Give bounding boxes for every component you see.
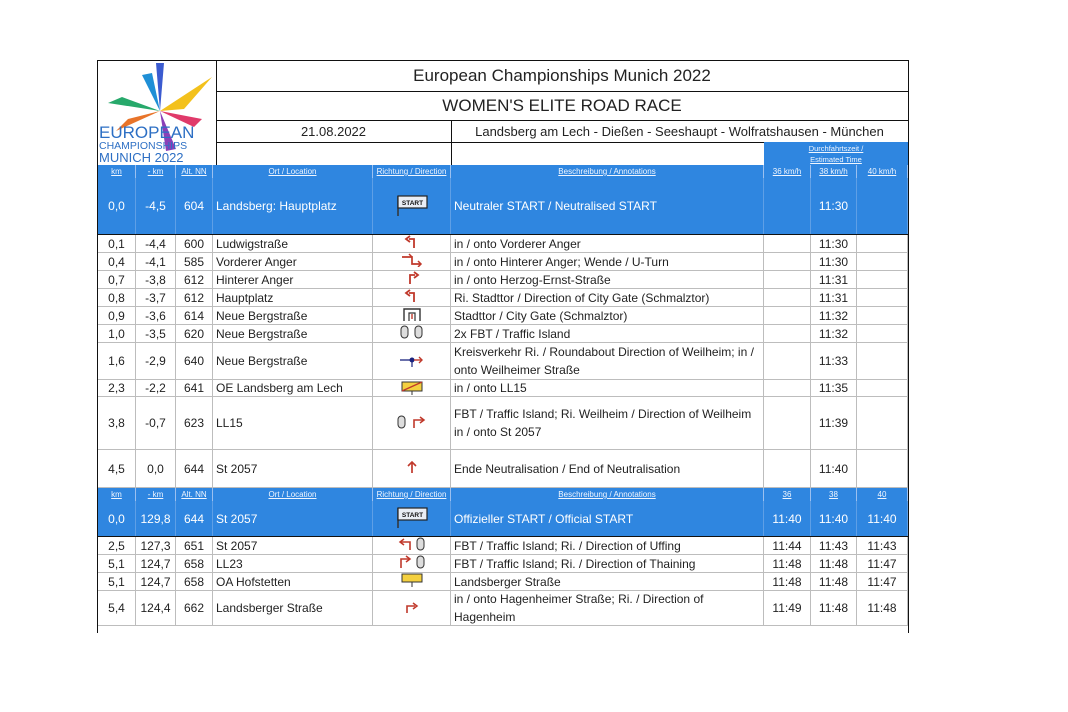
- cell-loc: LL23: [213, 555, 373, 572]
- column-header-desc: Beschreibung / Annotations: [451, 488, 764, 501]
- table-row: [98, 307, 908, 325]
- city-gate-icon: [401, 307, 423, 324]
- cell-alt: 604: [176, 178, 213, 234]
- cell-loc: St 2057: [213, 501, 373, 536]
- table-row: [98, 343, 908, 380]
- cell-t38: 11:30: [811, 253, 857, 270]
- cell-t40: [857, 289, 908, 306]
- cell-t38: 11:48: [811, 555, 857, 572]
- direction-cell: [373, 307, 451, 324]
- cell-t36: [764, 343, 811, 379]
- cell-km: 0,7: [98, 271, 136, 288]
- direction-cell: [373, 271, 451, 288]
- cell-t36: [764, 235, 811, 252]
- cell-loc: St 2057: [213, 537, 373, 554]
- cell-desc: FBT / Traffic Island; Ri. / Direction of Thaining: [451, 555, 764, 572]
- cell-desc: Kreisverkehr Ri. / Roundabout Direction of Weilheim; in / onto Weilheimer Straße: [451, 343, 764, 379]
- table-row: [98, 591, 908, 626]
- roundabout-icon: [398, 352, 426, 371]
- direction-cell: [373, 253, 451, 270]
- cell-t40: [857, 325, 908, 342]
- bear-right-icon: [403, 600, 421, 617]
- table-row: [98, 325, 908, 343]
- direction-cell: [373, 343, 451, 379]
- cell-t36: 11:48: [764, 555, 811, 572]
- cell-km: 0,0: [98, 501, 136, 536]
- cell-loc: Ludwigstraße: [213, 235, 373, 252]
- column-header-rkm: - km: [136, 488, 176, 501]
- cell-t40: [857, 397, 908, 449]
- cell-t40: [857, 235, 908, 252]
- cell-t40: [857, 343, 908, 379]
- cell-desc: in / onto LL15: [451, 380, 764, 396]
- column-header-alt: Alt. NN: [176, 165, 213, 178]
- cell-rkm: 124,4: [136, 591, 176, 625]
- cell-rkm: -2,2: [136, 380, 176, 396]
- cell-alt: 623: [176, 397, 213, 449]
- cell-t36: [764, 178, 811, 234]
- start-sign-icon: [396, 506, 428, 531]
- cell-rkm: -3,7: [136, 289, 176, 306]
- cell-desc: Offizieller START / Official START: [451, 501, 764, 536]
- cell-alt: 658: [176, 555, 213, 572]
- european-championships-logo: [98, 61, 216, 167]
- cell-t40: [857, 178, 908, 234]
- cell-t36: [764, 307, 811, 324]
- direction-cell: [373, 555, 451, 572]
- column-header-row: [98, 165, 908, 178]
- direction-cell: [373, 289, 451, 306]
- direction-cell: [373, 537, 451, 554]
- turn-right-icon: [404, 271, 420, 288]
- cell-t38: 11:31: [811, 271, 857, 288]
- cell-t38: 11:30: [811, 178, 857, 234]
- cell-rkm: -4,4: [136, 235, 176, 252]
- cell-desc: in / onto Vorderer Anger: [451, 235, 764, 252]
- cell-desc: Stadttor / City Gate (Schmalztor): [451, 307, 764, 324]
- column-header-dir: Richtung / Direction: [373, 488, 451, 501]
- column-header-loc: Ort / Location: [213, 165, 373, 178]
- cell-t40: [857, 380, 908, 396]
- page-subtitle: WOMEN'S ELITE ROAD RACE: [442, 95, 682, 115]
- cell-rkm: 124,7: [136, 573, 176, 590]
- cell-desc: FBT / Traffic Island; Ri. Weilheim / Direction of Weilheim in / onto St 2057: [451, 397, 764, 449]
- cell-t36: [764, 325, 811, 342]
- direction-cell: [373, 380, 451, 396]
- table-row: [98, 450, 908, 488]
- column-header-t38: 38 km/h: [811, 165, 857, 178]
- column-header-km: km: [98, 488, 136, 501]
- cell-t38: 11:32: [811, 307, 857, 324]
- cell-alt: 600: [176, 235, 213, 252]
- column-header-alt: Alt. NN: [176, 488, 213, 501]
- column-header-desc: Beschreibung / Annotations: [451, 165, 764, 178]
- u-turn-icon: [399, 253, 425, 270]
- cell-t38: 11:33: [811, 343, 857, 379]
- cell-t38: 11:32: [811, 325, 857, 342]
- cell-alt: 644: [176, 450, 213, 487]
- table-row: [98, 573, 908, 591]
- cell-km: 0,1: [98, 235, 136, 252]
- table-row: [98, 555, 908, 573]
- table-row: [98, 537, 908, 555]
- race-route: Landsberg am Lech - Dießen - Seeshaupt - Wolfratshausen - München: [475, 123, 884, 139]
- cell-km: 1,6: [98, 343, 136, 379]
- island-right-turn-icon: [395, 414, 429, 433]
- town-entry-sign-icon: [400, 573, 424, 590]
- svg-text:MUNICH 2022: MUNICH 2022: [99, 150, 184, 165]
- cell-km: 2,5: [98, 537, 136, 554]
- cell-alt: 620: [176, 325, 213, 342]
- cell-km: 2,3: [98, 380, 136, 396]
- cell-t38: 11:40: [811, 450, 857, 487]
- cell-alt: 651: [176, 537, 213, 554]
- cell-rkm: -2,9: [136, 343, 176, 379]
- cell-km: 0,0: [98, 178, 136, 234]
- turn-left-icon: [404, 289, 420, 306]
- route-sheet: [97, 60, 909, 633]
- cell-t38: 11:43: [811, 537, 857, 554]
- turn-left-icon: [404, 235, 420, 252]
- start-sign-icon: [396, 194, 428, 219]
- column-header-km: km: [98, 165, 136, 178]
- svg-text:EUROPEAN: EUROPEAN: [99, 123, 195, 142]
- column-header-t38: 38: [811, 488, 857, 501]
- cell-t38: 11:40: [811, 501, 857, 536]
- straight-arrow-icon: [405, 460, 419, 477]
- cell-desc: Ri. Stadttor / Direction of City Gate (Schmalztor): [451, 289, 764, 306]
- cell-t40: 11:43: [857, 537, 908, 554]
- cell-km: 0,9: [98, 307, 136, 324]
- cell-rkm: -4,5: [136, 178, 176, 234]
- cell-t36: [764, 253, 811, 270]
- cell-desc: Landsberger Straße: [451, 573, 764, 590]
- cell-t38: 11:48: [811, 573, 857, 590]
- estimated-time-header: Durchfahrtszeit / Estimated Time: [764, 142, 908, 165]
- cell-loc: Neue Bergstraße: [213, 325, 373, 342]
- cell-alt: 662: [176, 591, 213, 625]
- cell-t36: [764, 380, 811, 396]
- cell-t40: 11:48: [857, 591, 908, 625]
- table-row: [98, 178, 908, 235]
- cell-t38: 11:31: [811, 289, 857, 306]
- cell-t36: 11:49: [764, 591, 811, 625]
- table-row: [98, 235, 908, 253]
- cell-km: 5,1: [98, 573, 136, 590]
- cell-rkm: -3,5: [136, 325, 176, 342]
- cell-loc: OA Hofstetten: [213, 573, 373, 590]
- cell-rkm: 124,7: [136, 555, 176, 572]
- cell-loc: Hauptplatz: [213, 289, 373, 306]
- direction-cell: [373, 591, 451, 625]
- cell-t38: 11:39: [811, 397, 857, 449]
- cell-km: 4,5: [98, 450, 136, 487]
- cell-t36: [764, 289, 811, 306]
- cell-t36: 11:40: [764, 501, 811, 536]
- cell-alt: 641: [176, 380, 213, 396]
- cell-loc: Neue Bergstraße: [213, 343, 373, 379]
- cell-t40: 11:40: [857, 501, 908, 536]
- left-turn-island-icon: [395, 537, 429, 554]
- column-header-dir: Richtung / Direction: [373, 165, 451, 178]
- cell-desc: in / onto Hinterer Anger; Wende / U-Turn: [451, 253, 764, 270]
- cell-t36: [764, 271, 811, 288]
- direction-cell: [373, 573, 451, 590]
- cell-desc: in / onto Herzog-Ernst-Straße: [451, 271, 764, 288]
- cell-t40: [857, 307, 908, 324]
- cell-rkm: 129,8: [136, 501, 176, 536]
- cell-rkm: -4,1: [136, 253, 176, 270]
- cell-desc: 2x FBT / Traffic Island: [451, 325, 764, 342]
- column-header-row: [98, 488, 908, 501]
- table-row: [98, 271, 908, 289]
- cell-t36: 11:48: [764, 573, 811, 590]
- race-date: 21.08.2022: [300, 123, 367, 139]
- cell-alt: 614: [176, 307, 213, 324]
- cell-km: 5,1: [98, 555, 136, 572]
- cell-loc: Landsberger Straße: [213, 591, 373, 625]
- cell-t38: 11:35: [811, 380, 857, 396]
- cell-rkm: -3,6: [136, 307, 176, 324]
- cell-loc: St 2057: [213, 450, 373, 487]
- table-row: [98, 501, 908, 537]
- cell-alt: 612: [176, 289, 213, 306]
- cell-t38: 11:30: [811, 235, 857, 252]
- cell-km: 5,4: [98, 591, 136, 625]
- cell-rkm: 127,3: [136, 537, 176, 554]
- cell-t40: [857, 450, 908, 487]
- cell-km: 3,8: [98, 397, 136, 449]
- column-header-t36: 36 km/h: [764, 165, 811, 178]
- cell-rkm: -0,7: [136, 397, 176, 449]
- page-title: European Championships Munich 2022: [413, 66, 711, 85]
- cell-alt: 644: [176, 501, 213, 536]
- cell-desc: Ende Neutralisation / End of Neutralisation: [451, 450, 764, 487]
- cell-t40: 11:47: [857, 555, 908, 572]
- cell-loc: Landsberg: Hauptplatz: [213, 178, 373, 234]
- cell-t40: [857, 271, 908, 288]
- column-header-rkm: - km: [136, 165, 176, 178]
- cell-t40: 11:47: [857, 573, 908, 590]
- direction-cell: [373, 501, 451, 536]
- column-header-t36: 36: [764, 488, 811, 501]
- cell-km: 0,4: [98, 253, 136, 270]
- cell-alt: 640: [176, 343, 213, 379]
- cell-desc: in / onto Hagenheimer Straße; Ri. / Direction of Hagenheim: [451, 591, 764, 625]
- cell-alt: 612: [176, 271, 213, 288]
- cell-km: 0,8: [98, 289, 136, 306]
- table-row: [98, 380, 908, 397]
- cell-loc: Vorderer Anger: [213, 253, 373, 270]
- column-header-t40: 40: [857, 488, 908, 501]
- table-row: [98, 397, 908, 450]
- cell-t36: [764, 450, 811, 487]
- cell-loc: Neue Bergstraße: [213, 307, 373, 324]
- cell-t38: 11:48: [811, 591, 857, 625]
- double-traffic-island-icon: [397, 325, 427, 342]
- cell-loc: OE Landsberg am Lech: [213, 380, 373, 396]
- cell-desc: Neutraler START / Neutralised START: [451, 178, 764, 234]
- direction-cell: [373, 397, 451, 449]
- column-header-loc: Ort / Location: [213, 488, 373, 501]
- cell-t36: [764, 397, 811, 449]
- svg-text:CHAMPIONSHIPS: CHAMPIONSHIPS: [99, 140, 188, 152]
- table-row: [98, 289, 908, 307]
- right-turn-island-icon: [395, 555, 429, 572]
- cell-rkm: -3,8: [136, 271, 176, 288]
- direction-cell: [373, 178, 451, 234]
- table-row: [98, 253, 908, 271]
- cell-t40: [857, 253, 908, 270]
- cell-km: 1,0: [98, 325, 136, 342]
- cell-loc: Hinterer Anger: [213, 271, 373, 288]
- direction-cell: [373, 235, 451, 252]
- svg-text:START: START: [401, 199, 423, 207]
- cell-loc: LL15: [213, 397, 373, 449]
- cell-alt: 585: [176, 253, 213, 270]
- svg-text:START: START: [401, 512, 423, 519]
- cell-rkm: 0,0: [136, 450, 176, 487]
- column-header-t40: 40 km/h: [857, 165, 908, 178]
- cell-t36: 11:44: [764, 537, 811, 554]
- town-exit-sign-icon: [400, 380, 424, 396]
- cell-alt: 658: [176, 573, 213, 590]
- direction-cell: [373, 325, 451, 342]
- direction-cell: [373, 450, 451, 487]
- cell-desc: FBT / Traffic Island; Ri. / Direction of Uffing: [451, 537, 764, 554]
